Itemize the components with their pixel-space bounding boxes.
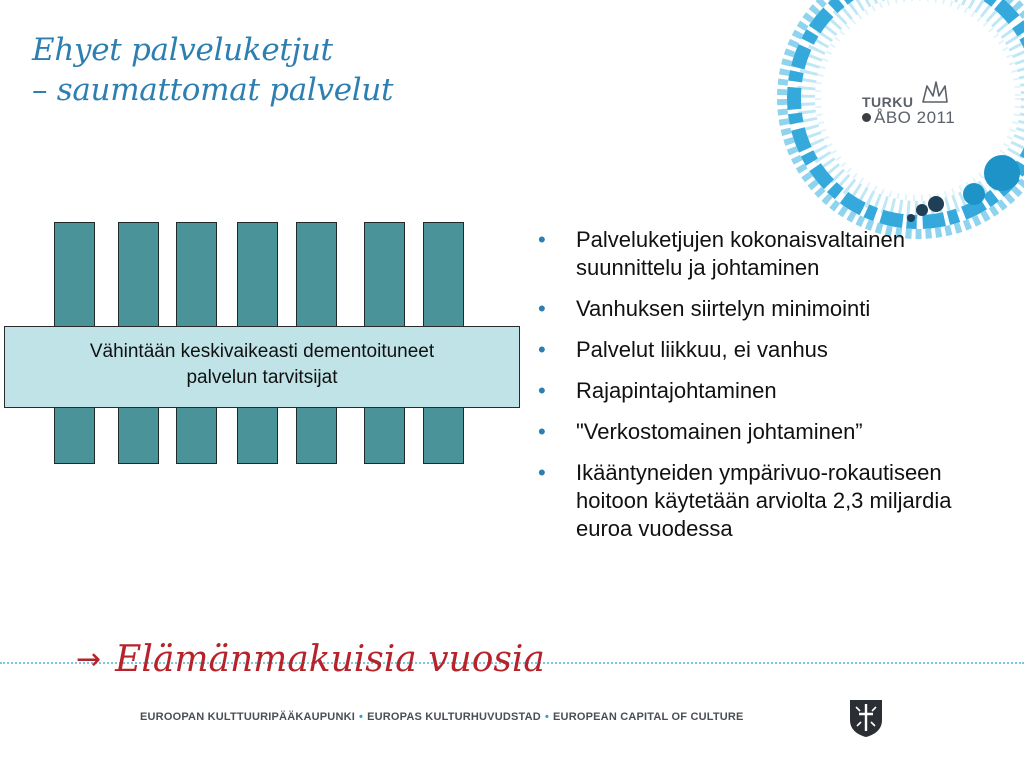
bullet-marker: •	[538, 419, 546, 444]
bullet-marker: •	[538, 378, 546, 403]
footer-part-1: EUROOPAN KULTTUURIPÄÄKAUPUNKI	[140, 711, 355, 723]
bullet-text: Rajapintajohtaminen	[576, 378, 777, 403]
client-group-label-line-1: Vähintään keskivaikeasti dementoituneet	[89, 341, 435, 362]
bullet-marker: •	[538, 460, 546, 485]
footer-part-2: EUROPAS KULTURHUVUDSTAD	[367, 711, 541, 723]
bullet-marker: •	[538, 227, 546, 252]
footer-capital-of-culture	[140, 709, 744, 725]
footer-separator: •	[544, 711, 550, 723]
logo-line-2-text: ÅBO 2011	[874, 108, 956, 127]
bullet-text: Ikääntyneiden ympärivuo-rokautiseen hoitoon käytetään arviolta 2,3 miljardia euroa vuodessa	[576, 460, 952, 541]
bullet-item	[538, 459, 998, 543]
turku-2011-logo-text	[862, 94, 972, 134]
tagline	[76, 638, 545, 682]
client-group-box	[4, 326, 520, 408]
bullet-text: Palveluketjujen kokonaisvaltainen suunnittelu ja johtaminen	[576, 227, 905, 280]
bullet-item	[538, 418, 998, 446]
tagline-text: Elämänmakuisia vuosia	[115, 639, 545, 680]
coat-of-arms-icon	[848, 698, 884, 738]
bullet-text: Vanhuksen siirtelyn minimointi	[576, 296, 871, 321]
logo-line-1: TURKU	[862, 94, 914, 110]
bullet-marker: •	[538, 337, 546, 362]
bullet-item	[538, 295, 998, 323]
logo-dot-icon	[862, 113, 871, 122]
bullet-text: "Verkostomainen johtaminen”	[576, 419, 863, 444]
bullet-marker: •	[538, 296, 546, 321]
bullet-item	[538, 377, 998, 405]
service-chain-diagram	[0, 0, 540, 480]
bullet-text: Palvelut liikkuu, ei vanhus	[576, 337, 828, 362]
arrow-right-icon: →	[76, 642, 102, 677]
footer-part-3: EUROPEAN CAPITAL OF CULTURE	[553, 711, 744, 723]
logo-line-2	[862, 110, 972, 126]
title-line-2: – saumattomat palvelut	[32, 72, 394, 108]
client-group-label-line-2: palvelun tarvitsijat	[186, 367, 338, 388]
footer-separator: •	[359, 711, 364, 723]
title-line-1: Ehyet palveluketjut	[32, 32, 333, 68]
bullet-item	[538, 226, 998, 282]
bullet-item	[538, 336, 998, 364]
bullet-list	[538, 226, 998, 556]
